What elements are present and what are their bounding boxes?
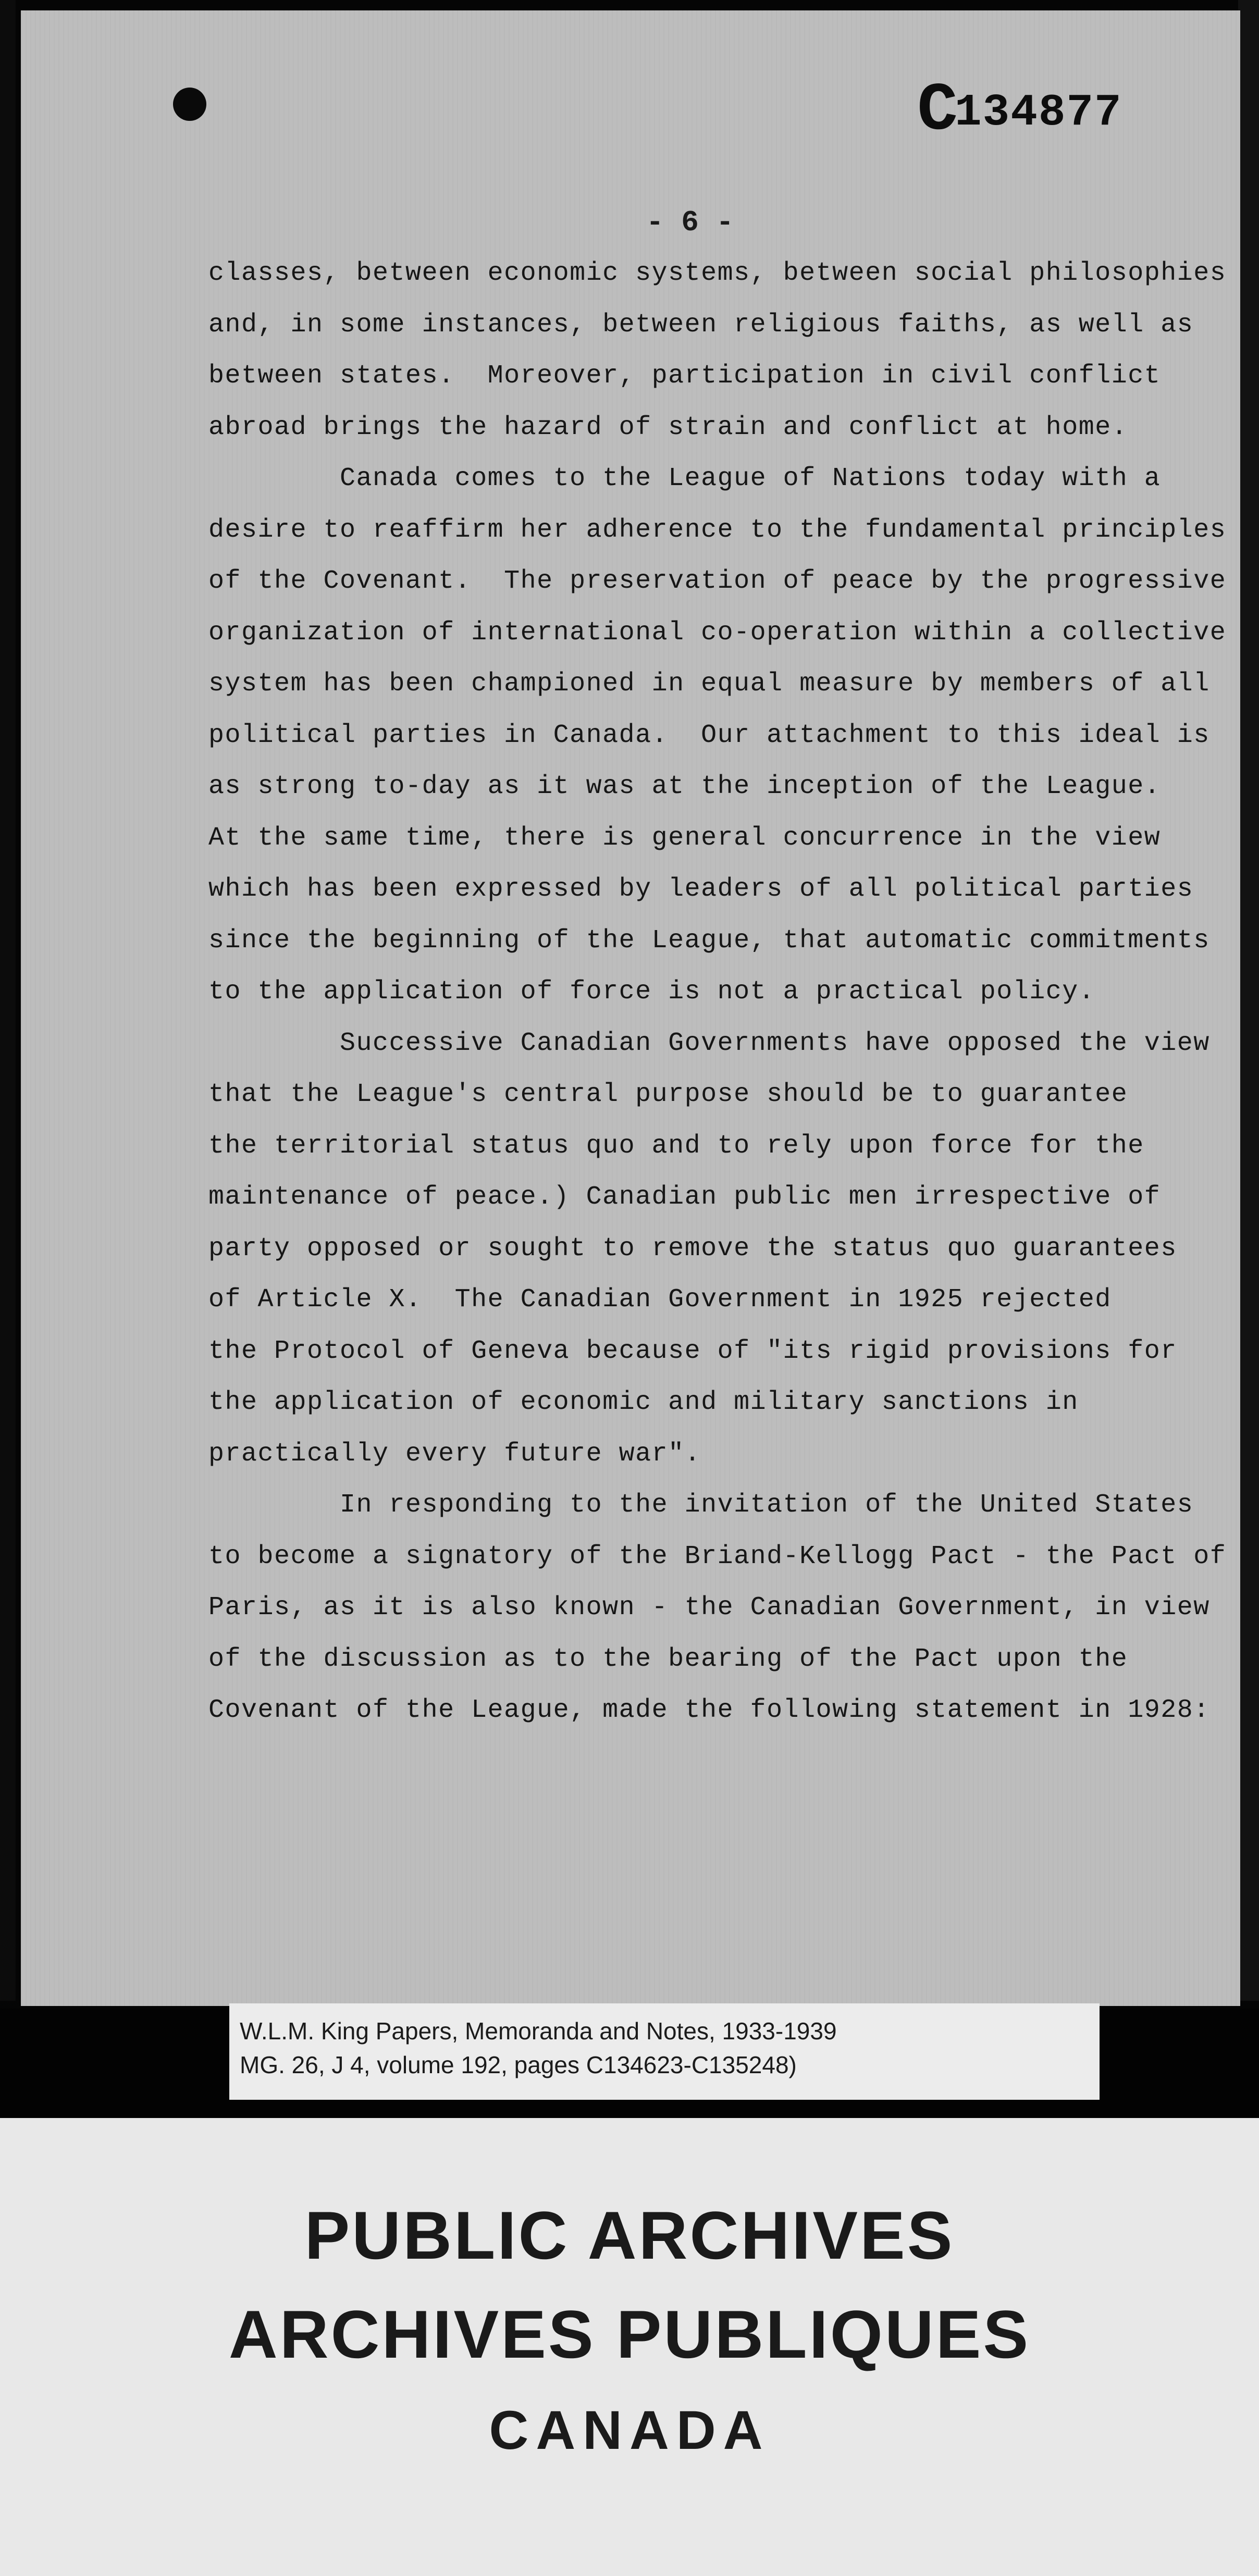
text-line: that the League's central purpose should be to guarantee [208,1080,1128,1109]
text-line: and, in some instances, between religious faiths, as well as [208,310,1194,340]
text-line: of Article X. The Canadian Government in 1925 rejected [208,1285,1112,1315]
text-line: the application of economic and military sanctions in [208,1388,1079,1417]
archives-title-en: PUBLIC ARCHIVES [304,2197,955,2273]
text-line: the Protocol of Geneva because of "its rigid provisions for [208,1336,1177,1366]
text-line: between states. Moreover, participation in civil conflict [208,361,1161,391]
text-line: practically every future war". [208,1439,701,1469]
scan-edge-right [1238,0,1259,2001]
text-line: desire to reaffirm her adherence to the fundamental principles [208,515,1227,545]
citation-label [229,2003,1100,2100]
text-line: to become a signatory of the Briand-Kellogg Pact - the Pact of [208,1542,1227,1571]
text-line: of the discussion as to the bearing of the Pact upon the [208,1644,1128,1674]
text-line: the territorial status quo and to rely upon force for the [208,1131,1144,1161]
text-line: to the application of force is not a practical policy. [208,977,1095,1007]
text-line: of the Covenant. The preservation of peace by the progressive [208,566,1227,596]
text-line: organization of international co-operation within a collective [208,618,1227,648]
text-line: since the beginning of the League, that automatic commitments [208,926,1210,956]
archive-number-stamp [917,73,1122,150]
text-line: In responding to the invitation of the United States [208,1490,1194,1520]
typewritten-page [21,10,1240,2006]
scan-edge-left [0,0,16,2001]
text-line: abroad brings the hazard of strain and conflict at home. [208,413,1128,442]
archive-number: 134877 [955,87,1122,138]
text-line: party opposed or sought to remove the status quo guarantees [208,1234,1177,1264]
text-line: Canada comes to the League of Nations today with a [208,464,1161,493]
archives-stamp-card [0,2118,1259,2576]
text-line: At the same time, there is general concurrence in the view [208,823,1161,853]
text-line: Paris, as it is also known - the Canadian Government, in view [208,1593,1210,1623]
text-line: which has been expressed by leaders of all political parties [208,874,1194,904]
citation-line-1: W.L.M. King Papers, Memoranda and Notes, 1933-1939 [240,2017,837,2045]
text-line: classes, between economic systems, between social philosophies [208,258,1227,288]
text-line: political parties in Canada. Our attachment to this ideal is [208,721,1210,750]
archives-title-fr: ARCHIVES PUBLIQUES [228,2296,1031,2372]
text-line: system has been championed in equal measure by members of all [208,669,1210,699]
punch-hole [173,88,206,121]
citation-line-2: MG. 26, J 4, volume 192, pages C134623-C135248) [240,2051,797,2078]
archives-country: CANADA [489,2400,770,2461]
archive-number-prefix: C [917,73,959,150]
text-line: Successive Canadian Governments have opposed the view [208,1029,1210,1058]
text-line: maintenance of peace.) Canadian public men irrespective of [208,1182,1161,1212]
page-number: - 6 - [646,206,734,239]
text-line: as strong to-day as it was at the inception of the League. [208,772,1161,801]
text-line: Covenant of the League, made the following statement in 1928: [208,1695,1210,1725]
